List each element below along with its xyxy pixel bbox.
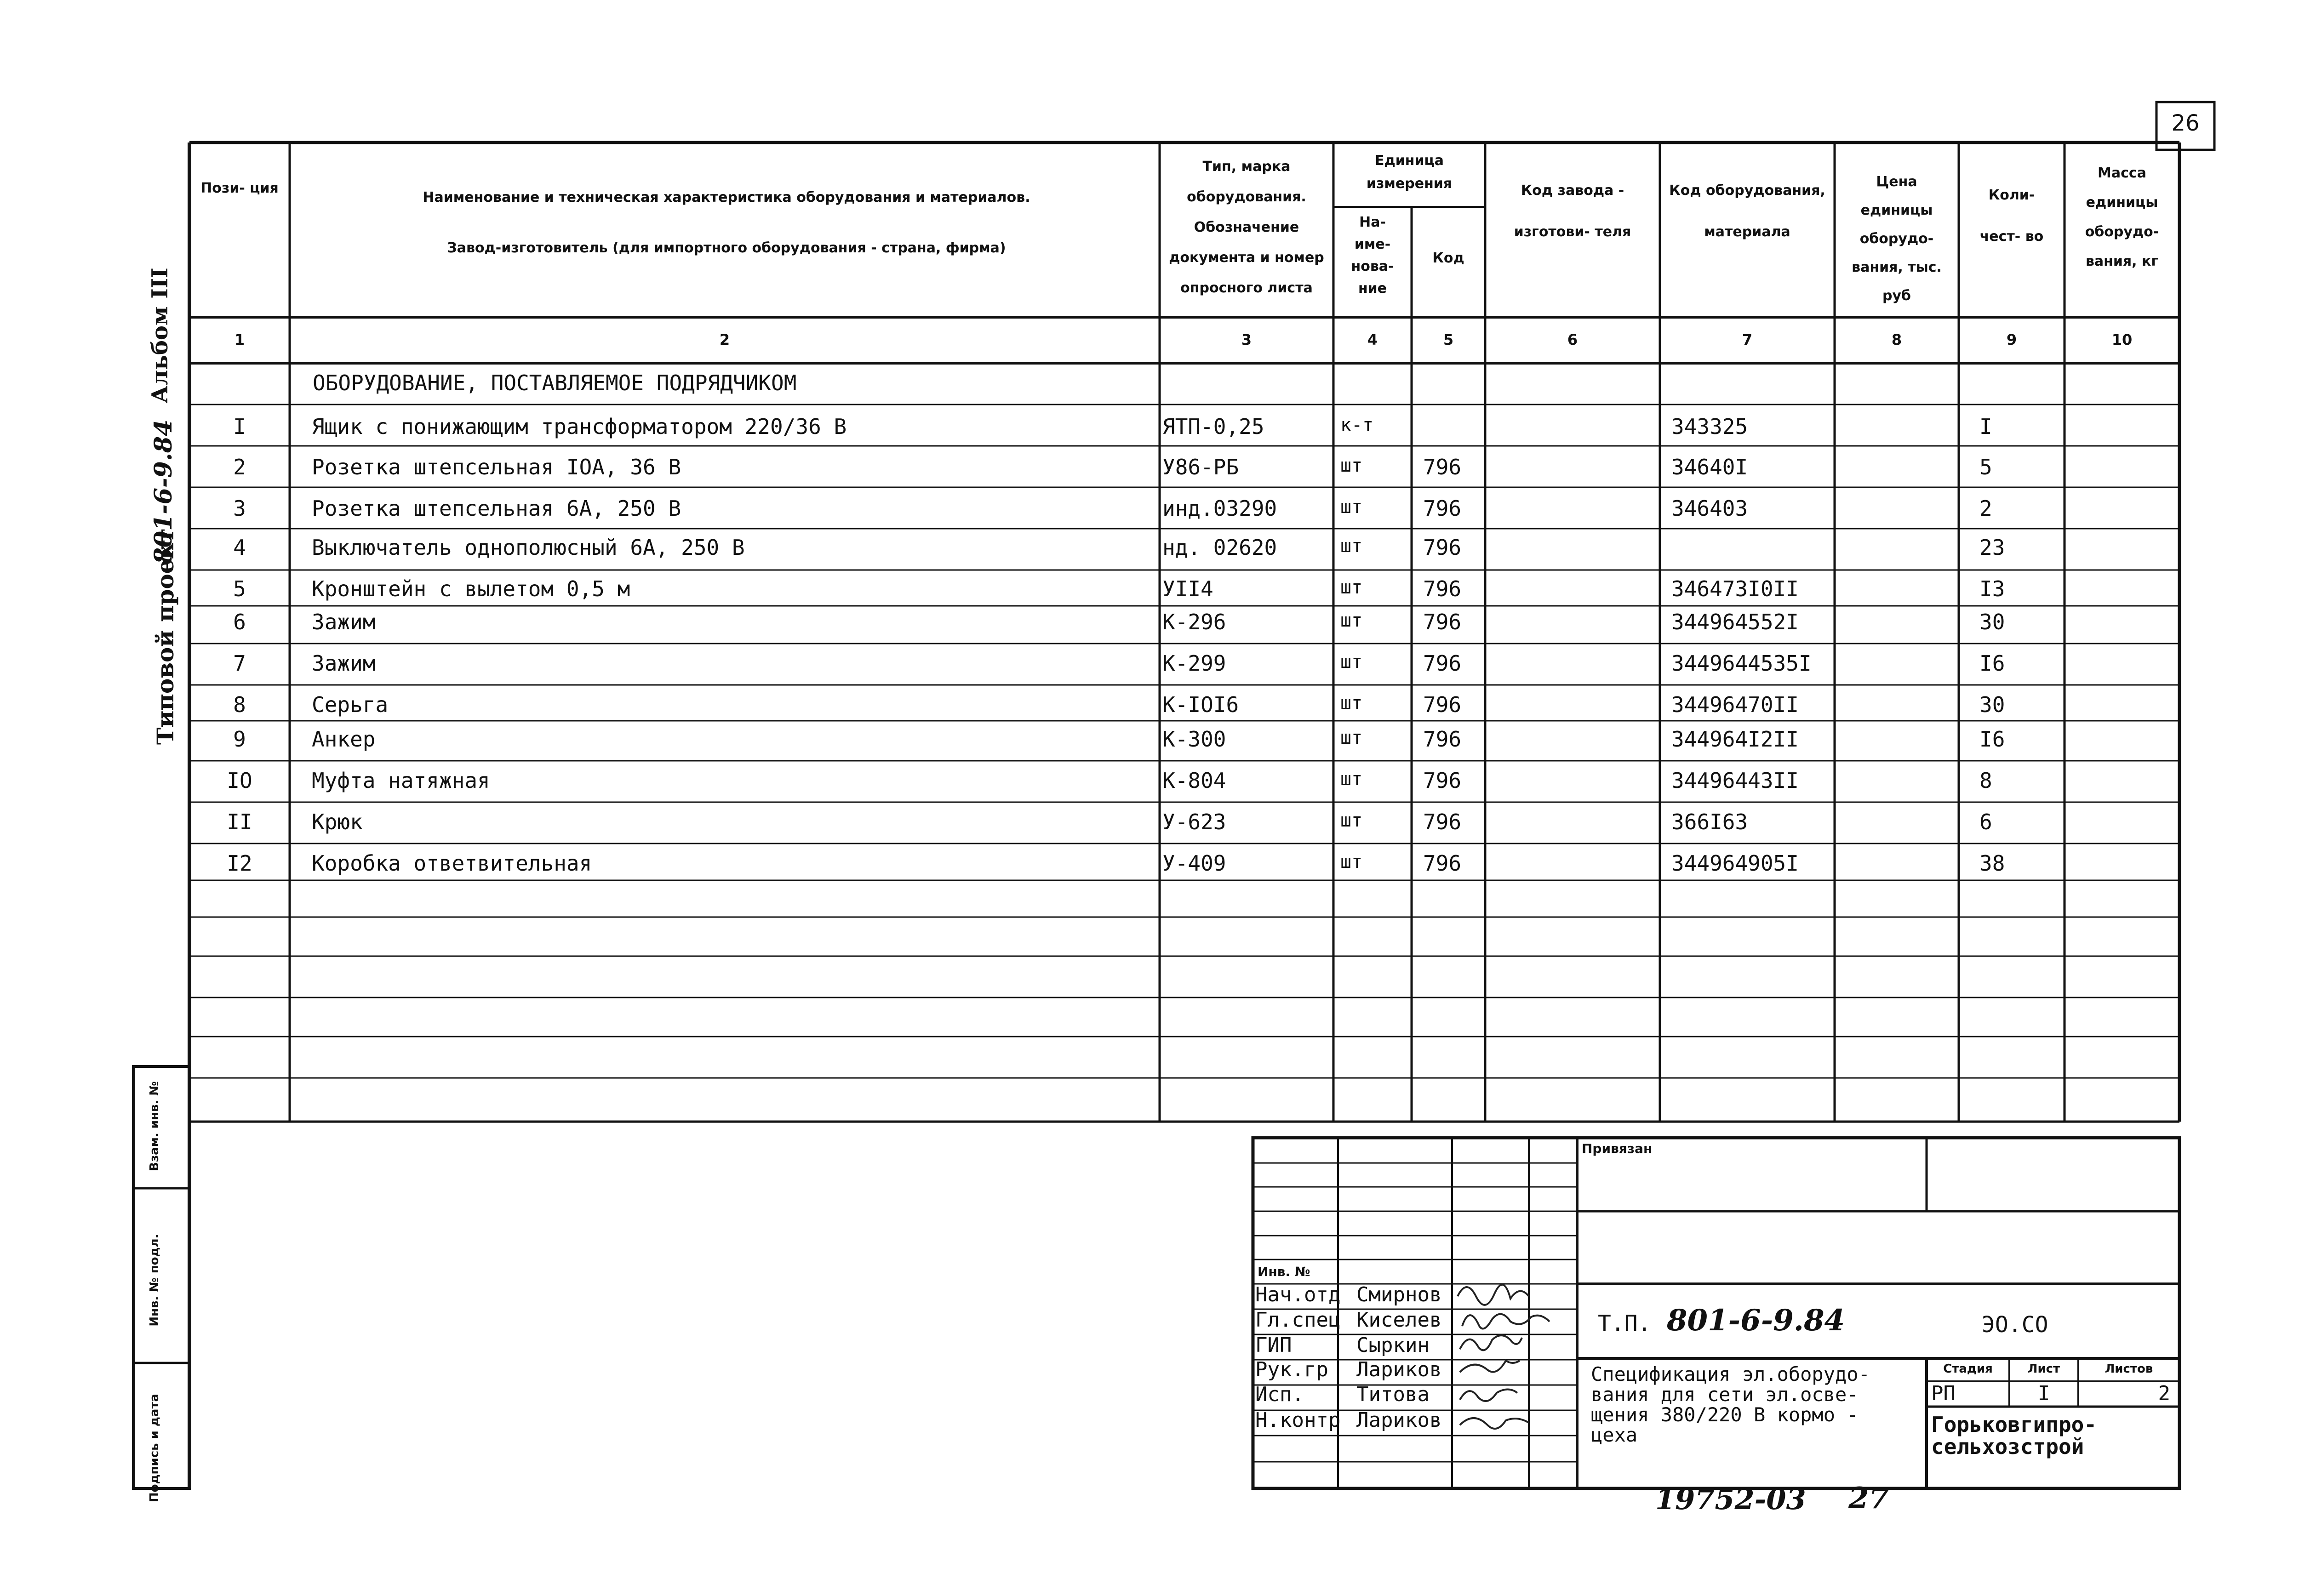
header-factory-code: Код завода - изготови- теля	[1514, 182, 1631, 240]
cell-name: Коробка ответвительная	[312, 851, 592, 876]
cell-unit-code: 796	[1423, 768, 1462, 793]
cell-unit: шт	[1340, 536, 1363, 557]
cell-code: 34496443II	[1671, 768, 1799, 793]
cell-unit-code: 796	[1423, 651, 1462, 676]
cell-unit: шт	[1340, 810, 1363, 831]
cell-unit: шт	[1340, 651, 1363, 673]
stamp-person-name: Сыркин	[1356, 1334, 1430, 1357]
stamp-role: Н.контр	[1255, 1408, 1341, 1432]
cell-unit-code: 796	[1423, 455, 1462, 479]
cell-name: Розетка штепсельная 6А, 250 В	[312, 496, 681, 521]
stamp-stage-value: РП	[1931, 1382, 1956, 1405]
cell-qty: 30	[1979, 610, 2005, 634]
cell-pos: I2	[227, 851, 252, 876]
cell-unit-code: 796	[1423, 610, 1462, 634]
stamp-role: Нач.отд	[1255, 1283, 1341, 1306]
project-label: Типовой проект	[152, 528, 179, 745]
stamp-description-line-1: Спецификация эл.оборудо-	[1591, 1363, 1870, 1385]
stamp-role: Гл.спец	[1255, 1308, 1341, 1332]
cell-pos: 3	[233, 496, 246, 521]
stamp-description-line-2: вания для сети эл.осве-	[1591, 1383, 1859, 1406]
stamp-person-name: Лариков	[1356, 1358, 1442, 1381]
col-number-10: 10	[2111, 331, 2133, 348]
cell-name: Розетка штепсельная IOA, 36 В	[312, 455, 681, 479]
cell-unit-code: 796	[1423, 496, 1462, 521]
stamp-inv-number: Инв. №	[1258, 1264, 1310, 1279]
cell-unit-code: 796	[1423, 692, 1462, 717]
cell-qty: I6	[1979, 727, 2005, 752]
header-price: Цена единицы оборудо- вания, тыс. руб	[1852, 174, 1942, 304]
header-equipment-code: Код оборудования, материала	[1669, 182, 1825, 240]
cell-pos: 7	[233, 651, 246, 676]
header-mass: Масса единицы оборудо- вания, кг	[2085, 165, 2159, 269]
stamp-sheet-label: Лист	[2027, 1362, 2060, 1376]
header-unit: Единица измерения	[1366, 153, 1453, 192]
cell-pos: I	[233, 414, 246, 439]
col-number-5: 5	[1443, 331, 1454, 348]
stamp-tp-code: 801-6-9.84	[1667, 1303, 1845, 1338]
header-unit-name: На- име- нова- ние	[1351, 214, 1394, 296]
cell-type: инд.03290	[1162, 496, 1277, 521]
cell-qty: 23	[1979, 535, 2005, 560]
margin-label-signature: Подпись и дата	[148, 1393, 161, 1503]
cell-code: 344964552I	[1671, 610, 1799, 634]
header-type: Тип, марка оборудования. Обозначение документа и номер опросного листа	[1169, 159, 1324, 296]
header-unit-code: Код	[1432, 250, 1464, 266]
cell-name: Зажим	[312, 610, 376, 634]
cell-pos: 6	[233, 610, 246, 634]
cell-unit-code: 796	[1423, 535, 1462, 560]
cell-qty: 30	[1979, 692, 2005, 717]
header-name-line2: Завод-изготовитель (для импортного оборудования - страна, фирма)	[447, 240, 1006, 256]
cell-unit: шт	[1340, 496, 1363, 518]
header-position: Пози- ция	[200, 180, 279, 196]
cell-qty: 2	[1979, 496, 1992, 521]
cell-type: У-623	[1162, 809, 1226, 834]
cell-code: 366I63	[1671, 809, 1748, 834]
cell-unit: шт	[1340, 693, 1363, 714]
section-title: ОБОРУДОВАНИЕ, ПОСТАВЛЯЕМОЕ ПОДРЯДЧИКОМ	[313, 370, 797, 395]
stamp-person-name: Смирнов	[1356, 1283, 1442, 1306]
header-quantity: Коли- чест- во	[1979, 187, 2044, 245]
stamp-tp-prefix: Т.П.	[1598, 1311, 1651, 1336]
cell-qty: 38	[1979, 851, 2005, 876]
cell-pos: 5	[233, 576, 246, 601]
cell-code: 34640I	[1671, 455, 1748, 479]
col-number-1: 1	[234, 331, 245, 348]
cell-qty: 5	[1979, 455, 1992, 479]
cell-unit: шт	[1340, 727, 1363, 748]
margin-label-inv-podl: Инв. № подл.	[148, 1234, 161, 1327]
col-number-3: 3	[1241, 331, 1252, 348]
col-number-2: 2	[719, 331, 730, 348]
stamp-sheet-value: I	[2037, 1382, 2050, 1405]
cell-type: УII4	[1162, 576, 1213, 601]
cell-name: Муфта натяжная	[312, 768, 490, 793]
cell-code: 34496470II	[1671, 692, 1799, 717]
cell-code: 346473I0II	[1671, 576, 1799, 601]
stamp-person-name: Лариков	[1356, 1408, 1442, 1432]
stamp-role: Исп.	[1255, 1383, 1304, 1406]
stamp-sheets-label: Листов	[2105, 1362, 2153, 1376]
cell-type: К-296	[1162, 610, 1226, 634]
stamp-organization-line-1: Горьковгипро-	[1931, 1412, 2097, 1437]
stamp-organization-line-2: сельхозстрой	[1931, 1434, 2084, 1459]
col-number-7: 7	[1742, 331, 1753, 348]
project-code-handwritten: 801-6-9.84	[149, 419, 177, 564]
col-number-6: 6	[1567, 331, 1578, 348]
album-label: Альбом III	[147, 268, 173, 404]
cell-name: Зажим	[312, 651, 376, 676]
stamp-person-name: Киселев	[1356, 1308, 1442, 1332]
cell-type: ЯТП-0,25	[1162, 414, 1264, 439]
cell-name: Крюк	[312, 809, 363, 834]
cell-code: 344964I2II	[1671, 727, 1799, 752]
stamp-description	[1591, 1364, 1870, 1445]
cell-unit: к-т	[1340, 415, 1374, 436]
cell-unit: шт	[1340, 577, 1363, 598]
header-name-line1: Наименование и техническая характеристика оборудования и материалов.	[423, 189, 1030, 205]
cell-pos: II	[227, 809, 252, 834]
stamp-description-line-3: щения 380/220 В кормо -	[1591, 1403, 1859, 1426]
stamp-description-line-4: цеха	[1591, 1424, 1638, 1446]
cell-name: Ящик с понижающим трансформатором 220/36 В	[312, 414, 847, 439]
cell-qty: I6	[1979, 651, 2005, 676]
cell-type: К-804	[1162, 768, 1226, 793]
footer-page: 27	[1848, 1481, 1890, 1516]
col-number-9: 9	[2006, 331, 2017, 348]
col-number-8: 8	[1891, 331, 1902, 348]
page-number: 26	[2171, 110, 2200, 136]
cell-unit: шт	[1340, 769, 1363, 790]
cell-pos: 4	[233, 535, 246, 560]
cell-unit: шт	[1340, 455, 1363, 476]
stamp-person-name: Титова	[1356, 1383, 1430, 1406]
stamp-sheets-value: 2	[2158, 1382, 2170, 1405]
cell-pos: 2	[233, 455, 246, 479]
stamp-organization	[1931, 1414, 2097, 1458]
cell-code: 346403	[1671, 496, 1748, 521]
cell-type: К-299	[1162, 651, 1226, 676]
cell-qty: 8	[1979, 768, 1992, 793]
cell-qty: 6	[1979, 809, 1992, 834]
cell-name: Кронштейн с вылетом 0,5 м	[312, 576, 630, 601]
margin-label-vzam: Взам. инв. №	[148, 1081, 161, 1171]
cell-name: Серьга	[312, 692, 389, 717]
cell-type: У86-РБ	[1162, 455, 1239, 479]
stamp-stage-label: Стадия	[1943, 1362, 1993, 1376]
cell-pos: 9	[233, 727, 246, 752]
stamp-role: Рук.гр	[1255, 1358, 1328, 1381]
cell-name: Выключатель однополюсный 6А, 250 В	[312, 535, 745, 560]
cell-unit-code: 796	[1423, 727, 1462, 752]
cell-unit-code: 796	[1423, 576, 1462, 601]
stamp-privyazan: Привязан	[1582, 1141, 1653, 1156]
cell-pos: IO	[227, 768, 252, 793]
cell-type: К-IOI6	[1162, 692, 1239, 717]
cell-qty: I3	[1979, 576, 2005, 601]
cell-qty: I	[1979, 414, 1992, 439]
cell-type: К-300	[1162, 727, 1226, 752]
stamp-sheet-code: ЭО.СО	[1982, 1312, 2048, 1338]
cell-unit: шт	[1340, 610, 1363, 631]
cell-pos: 8	[233, 692, 246, 717]
cell-name: Анкер	[312, 727, 376, 752]
cell-code: 343325	[1671, 414, 1748, 439]
cell-unit-code: 796	[1423, 809, 1462, 834]
col-number-4: 4	[1367, 331, 1378, 348]
cell-type: нд. 02620	[1162, 535, 1277, 560]
cell-code: 344964905I	[1671, 851, 1799, 876]
cell-unit-code: 796	[1423, 851, 1462, 876]
stamp-role: ГИП	[1255, 1334, 1292, 1357]
footer-number: 19752-03	[1655, 1482, 1806, 1516]
cell-type: У-409	[1162, 851, 1226, 876]
cell-unit: шт	[1340, 851, 1363, 872]
cell-code: 3449644535I	[1671, 651, 1812, 676]
